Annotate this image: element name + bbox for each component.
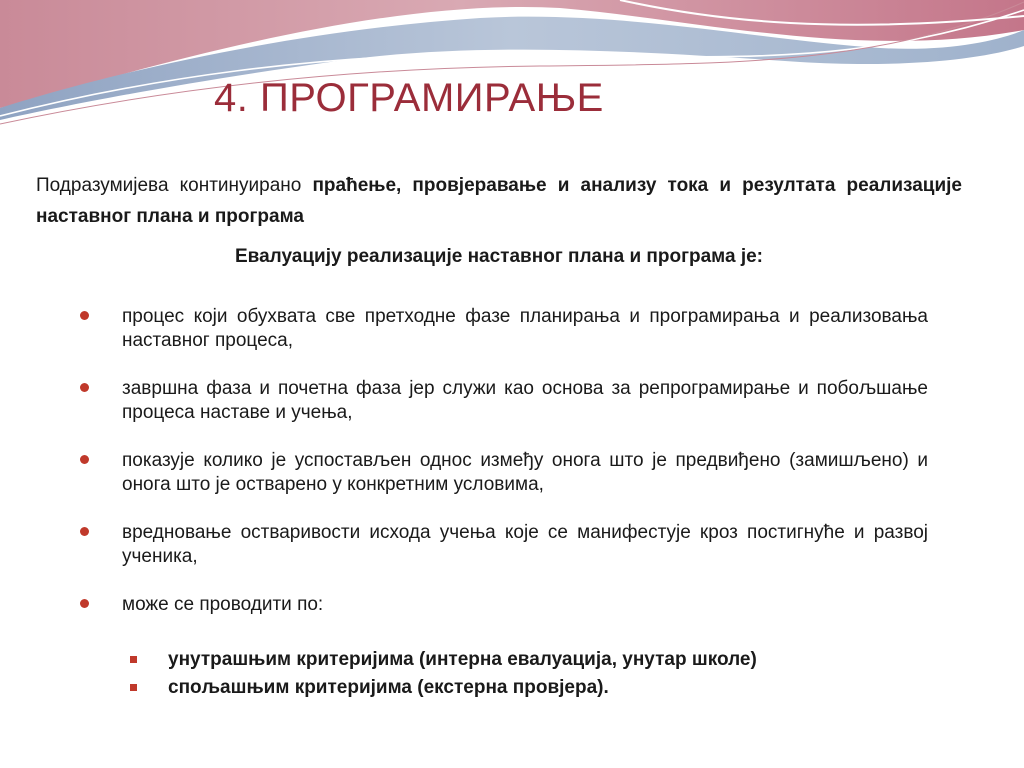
- sub-list-item: [128, 674, 948, 702]
- sub-list-item: [128, 646, 948, 674]
- intro-plain-text: Подразумијева континуирано: [36, 175, 313, 196]
- slide-title: 4. ПРОГРАМИРАЊЕ: [214, 76, 604, 120]
- bullet-dot-icon: [80, 527, 89, 536]
- bullet-dot-icon: [80, 311, 89, 320]
- intro-paragraph: [36, 170, 962, 232]
- intro-bold-text: праћење, провјеравање и анализу тока и резултата реализације наставног плана и програма: [36, 175, 962, 227]
- list-item: [78, 377, 928, 425]
- list-item: [78, 521, 928, 569]
- list-item: [78, 449, 928, 497]
- sub-bullet-list: [128, 646, 948, 702]
- square-bullet-icon: [130, 656, 137, 663]
- sub-list-item-text: унутрашњим критеријима (интерна евалуација, унутар школе): [168, 649, 757, 670]
- bullet-dot-icon: [80, 383, 89, 392]
- list-item-text: може се проводити по:: [122, 594, 324, 615]
- list-item-text: вредновање остваривости исхода учења које се манифестује кроз постигнуће и развој ученика,: [122, 522, 928, 567]
- list-item: [78, 593, 928, 617]
- sub-list-item-text: спољашњим критеријима (екстерна провјера).: [168, 677, 609, 698]
- bullet-dot-icon: [80, 599, 89, 608]
- list-item-text: показује колико је успостављен однос између онога што је предвиђено (замишљено) и онога што је остварено у конкретним условима,: [122, 450, 928, 495]
- bullet-dot-icon: [80, 455, 89, 464]
- list-item: [78, 305, 928, 353]
- bullet-list: [78, 305, 928, 641]
- list-item-text: процес који обухвата све претходне фазе планирања и програмирања и реализовања наставног процеса,: [122, 306, 928, 351]
- square-bullet-icon: [130, 684, 137, 691]
- list-item-text: завршна фаза и почетна фаза јер служи као основа за репрограмирање и побољшање процеса наставе и учења,: [122, 378, 928, 423]
- subheading: Евалуацију реализације наставног плана и програма је:: [234, 246, 764, 267]
